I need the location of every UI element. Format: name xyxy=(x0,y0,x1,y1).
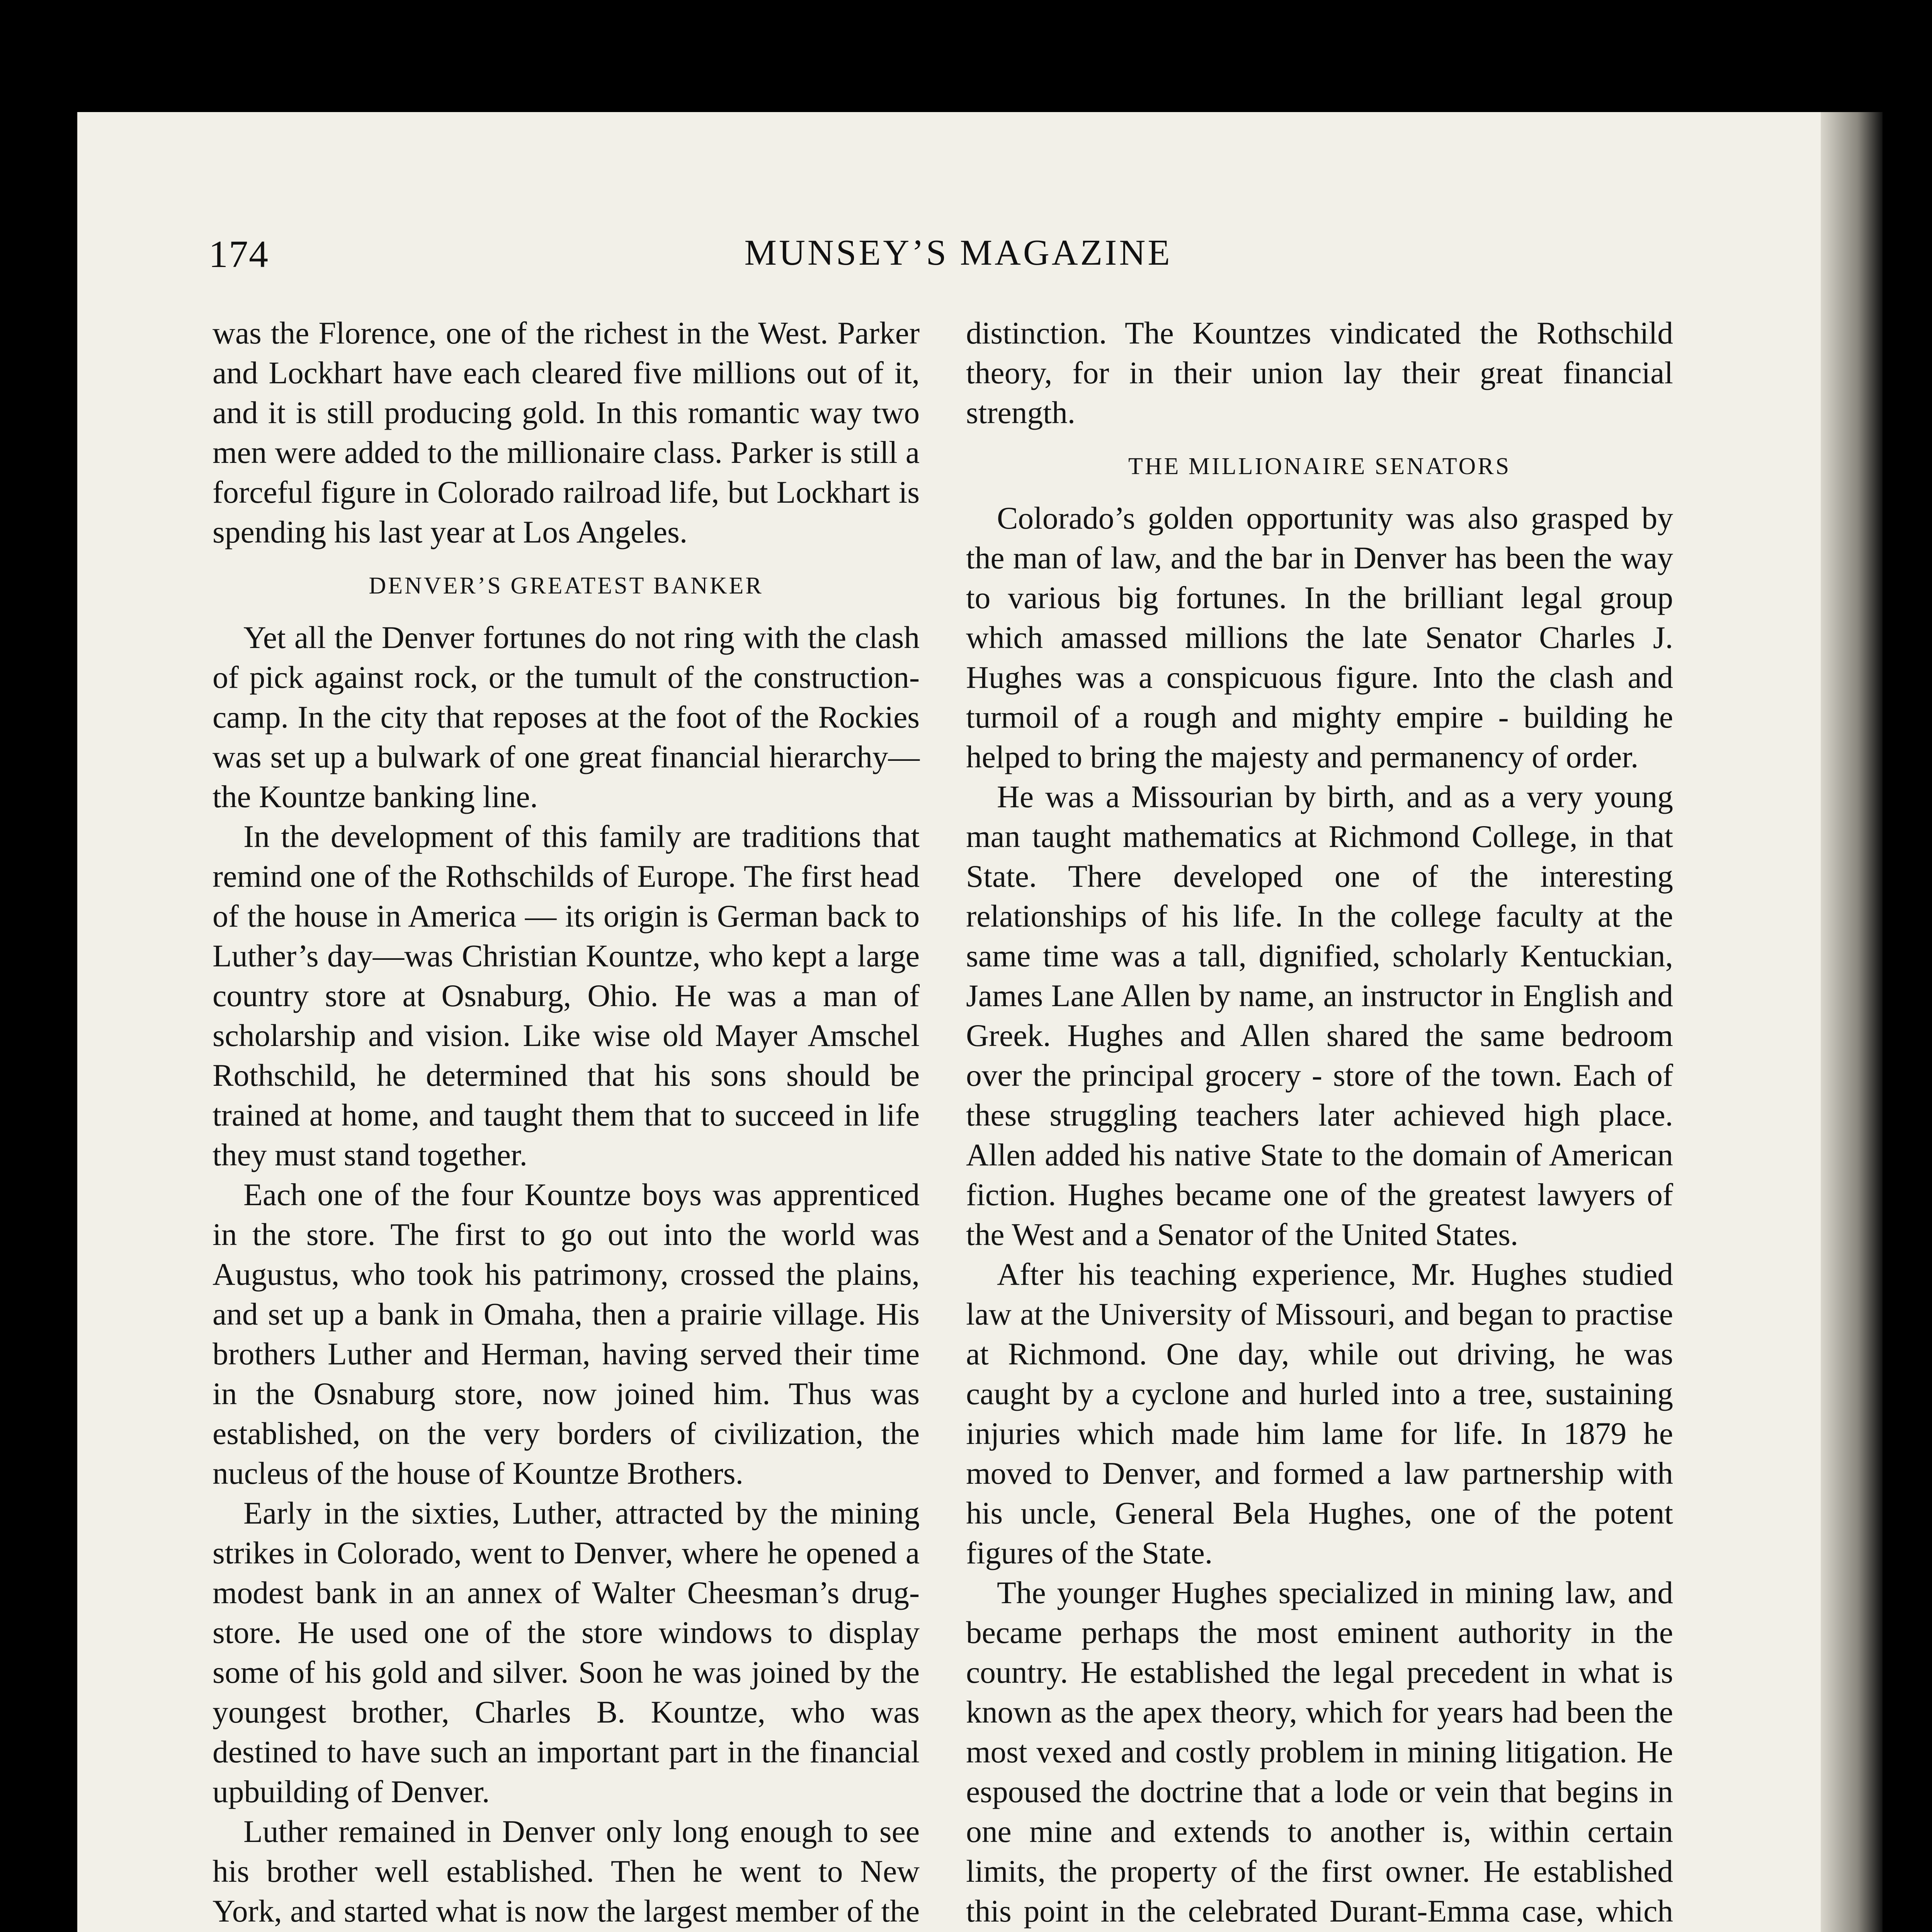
left-text-column xyxy=(213,313,920,1932)
page-gutter-shadow xyxy=(1821,112,1883,1932)
paragraph: In the development of this family are traditions that remind one of the Rothschilds of Europe. The first head of the house in America — its origin is German back to Luther’s day—was Christian Kountze, who kept a large country store at Osnaburg, Ohio. He was a man of scholarship and vision. Like wise old Mayer Amschel Rothschild, he determined that his sons should be trained at home, and taught them that to succeed in life they must stand together. xyxy=(213,819,920,1172)
paragraph: Early in the sixties, Luther, attracted by the mining strikes in Colorado, went to Denver, where he opened a modest bank in an annex of Walter Cheesman’s drug-store. He used one of the store windows to display some of his gold and silver. Soon he was joined by the youngest brother, Charles B. Kountze, who was destined to have such an important part in the financial upbuilding of Denver. xyxy=(213,1495,920,1809)
section-heading: DENVER’S GREATEST BANKER xyxy=(369,573,764,599)
paragraph: Each one of the four Kountze boys was apprenticed in the store. The first to go out into the world was Augustus, who took his patrimony, crossed the plains, and set up a bank in Omaha, then a prairie village. His brothers Luther and Herman, having served their time in the Osnaburg store, now joined him. Thus was established, on the very borders of civilization, the nucleus of the house of Kountze Brothers. xyxy=(213,1177,920,1491)
paragraph: The younger Hughes specialized in mining law, and became perhaps the most eminent authority in the country. He established the legal precedent in what is known as the apex theory, which for years had been the most vexed and costly problem in mining litigation. He espoused the doctrine that a lode or vein that begins in one mine and extends to another is, within certain limits, the property of the first owner. He established this point in the celebrated Durant-Emma case, which xyxy=(966,1575,1673,1929)
paragraph: Colorado’s golden opportunity was also grasped by the man of law, and the bar in Denver has been the way to various big fortunes. In the brilliant legal group which amassed millions the late Senator Charles J. Hughes was a conspicuous figure. Into the clash and turmoil of a rough and mighty empire - building he helped to bring the majesty and permanency of order. xyxy=(966,500,1673,774)
paragraph: After his teaching experience, Mr. Hughes studied law at the University of Missouri, and began to practise at Richmond. One day, while out driving, he was caught by a cyclone and hurled into a tree, sustaining injuries which made him lame for life. In 1879 he moved to Denver, and formed a law partnership with his uncle, General Bela Hughes, one of the potent figures of the State. xyxy=(966,1257,1673,1570)
magazine-page xyxy=(77,112,1883,1932)
running-title: MUNSEY’S MAGAZINE xyxy=(744,233,1172,273)
paragraph: was the Florence, one of the richest in the West. Parker and Lockhart have each cleared five millions out of it, and it is still producing gold. In this romantic way two men were added to the millionaire class. Parker is still a forceful figure in Colorado railroad life, but Lockhart is spending his last year at Los Angeles. xyxy=(213,315,920,549)
paragraph: He was a Missourian by birth, and as a very young man taught mathematics at Richmond College, in that State. There developed one of the interesting relationships of his life. In the college faculty at the same time was a tall, dignified, scholarly Kentuckian, James Lane Allen by name, an instructor in English and Greek. Hughes and Allen shared the same bedroom over the principal grocery - store of the town. Each of these struggling teachers later achieved high place. Allen added his native State to the domain of American fiction. Hughes became one of the greatest lawyers of the West and a Senator of the United States. xyxy=(966,779,1673,1252)
page-header xyxy=(209,232,1708,294)
paragraph: Yet all the Denver fortunes do not ring with the clash of pick against rock, or the tumult of the construction-camp. In the city that reposes at the foot of the Rockies was set up a bulwark of one great financial hierarchy—the Kountze banking line. xyxy=(213,620,920,814)
right-text-column xyxy=(966,313,1673,1932)
paragraph: Luther remained in Denver only long enough to see his brother well established. Then he went to New York, and started what is now the largest member of the xyxy=(213,1814,920,1929)
section-heading: THE MILLIONAIRE SENATORS xyxy=(1128,453,1511,480)
page-number: 174 xyxy=(209,233,269,276)
paragraph: distinction. The Kountzes vindicated the Rothschild theory, for in their union lay their great financial strength. xyxy=(966,315,1673,430)
